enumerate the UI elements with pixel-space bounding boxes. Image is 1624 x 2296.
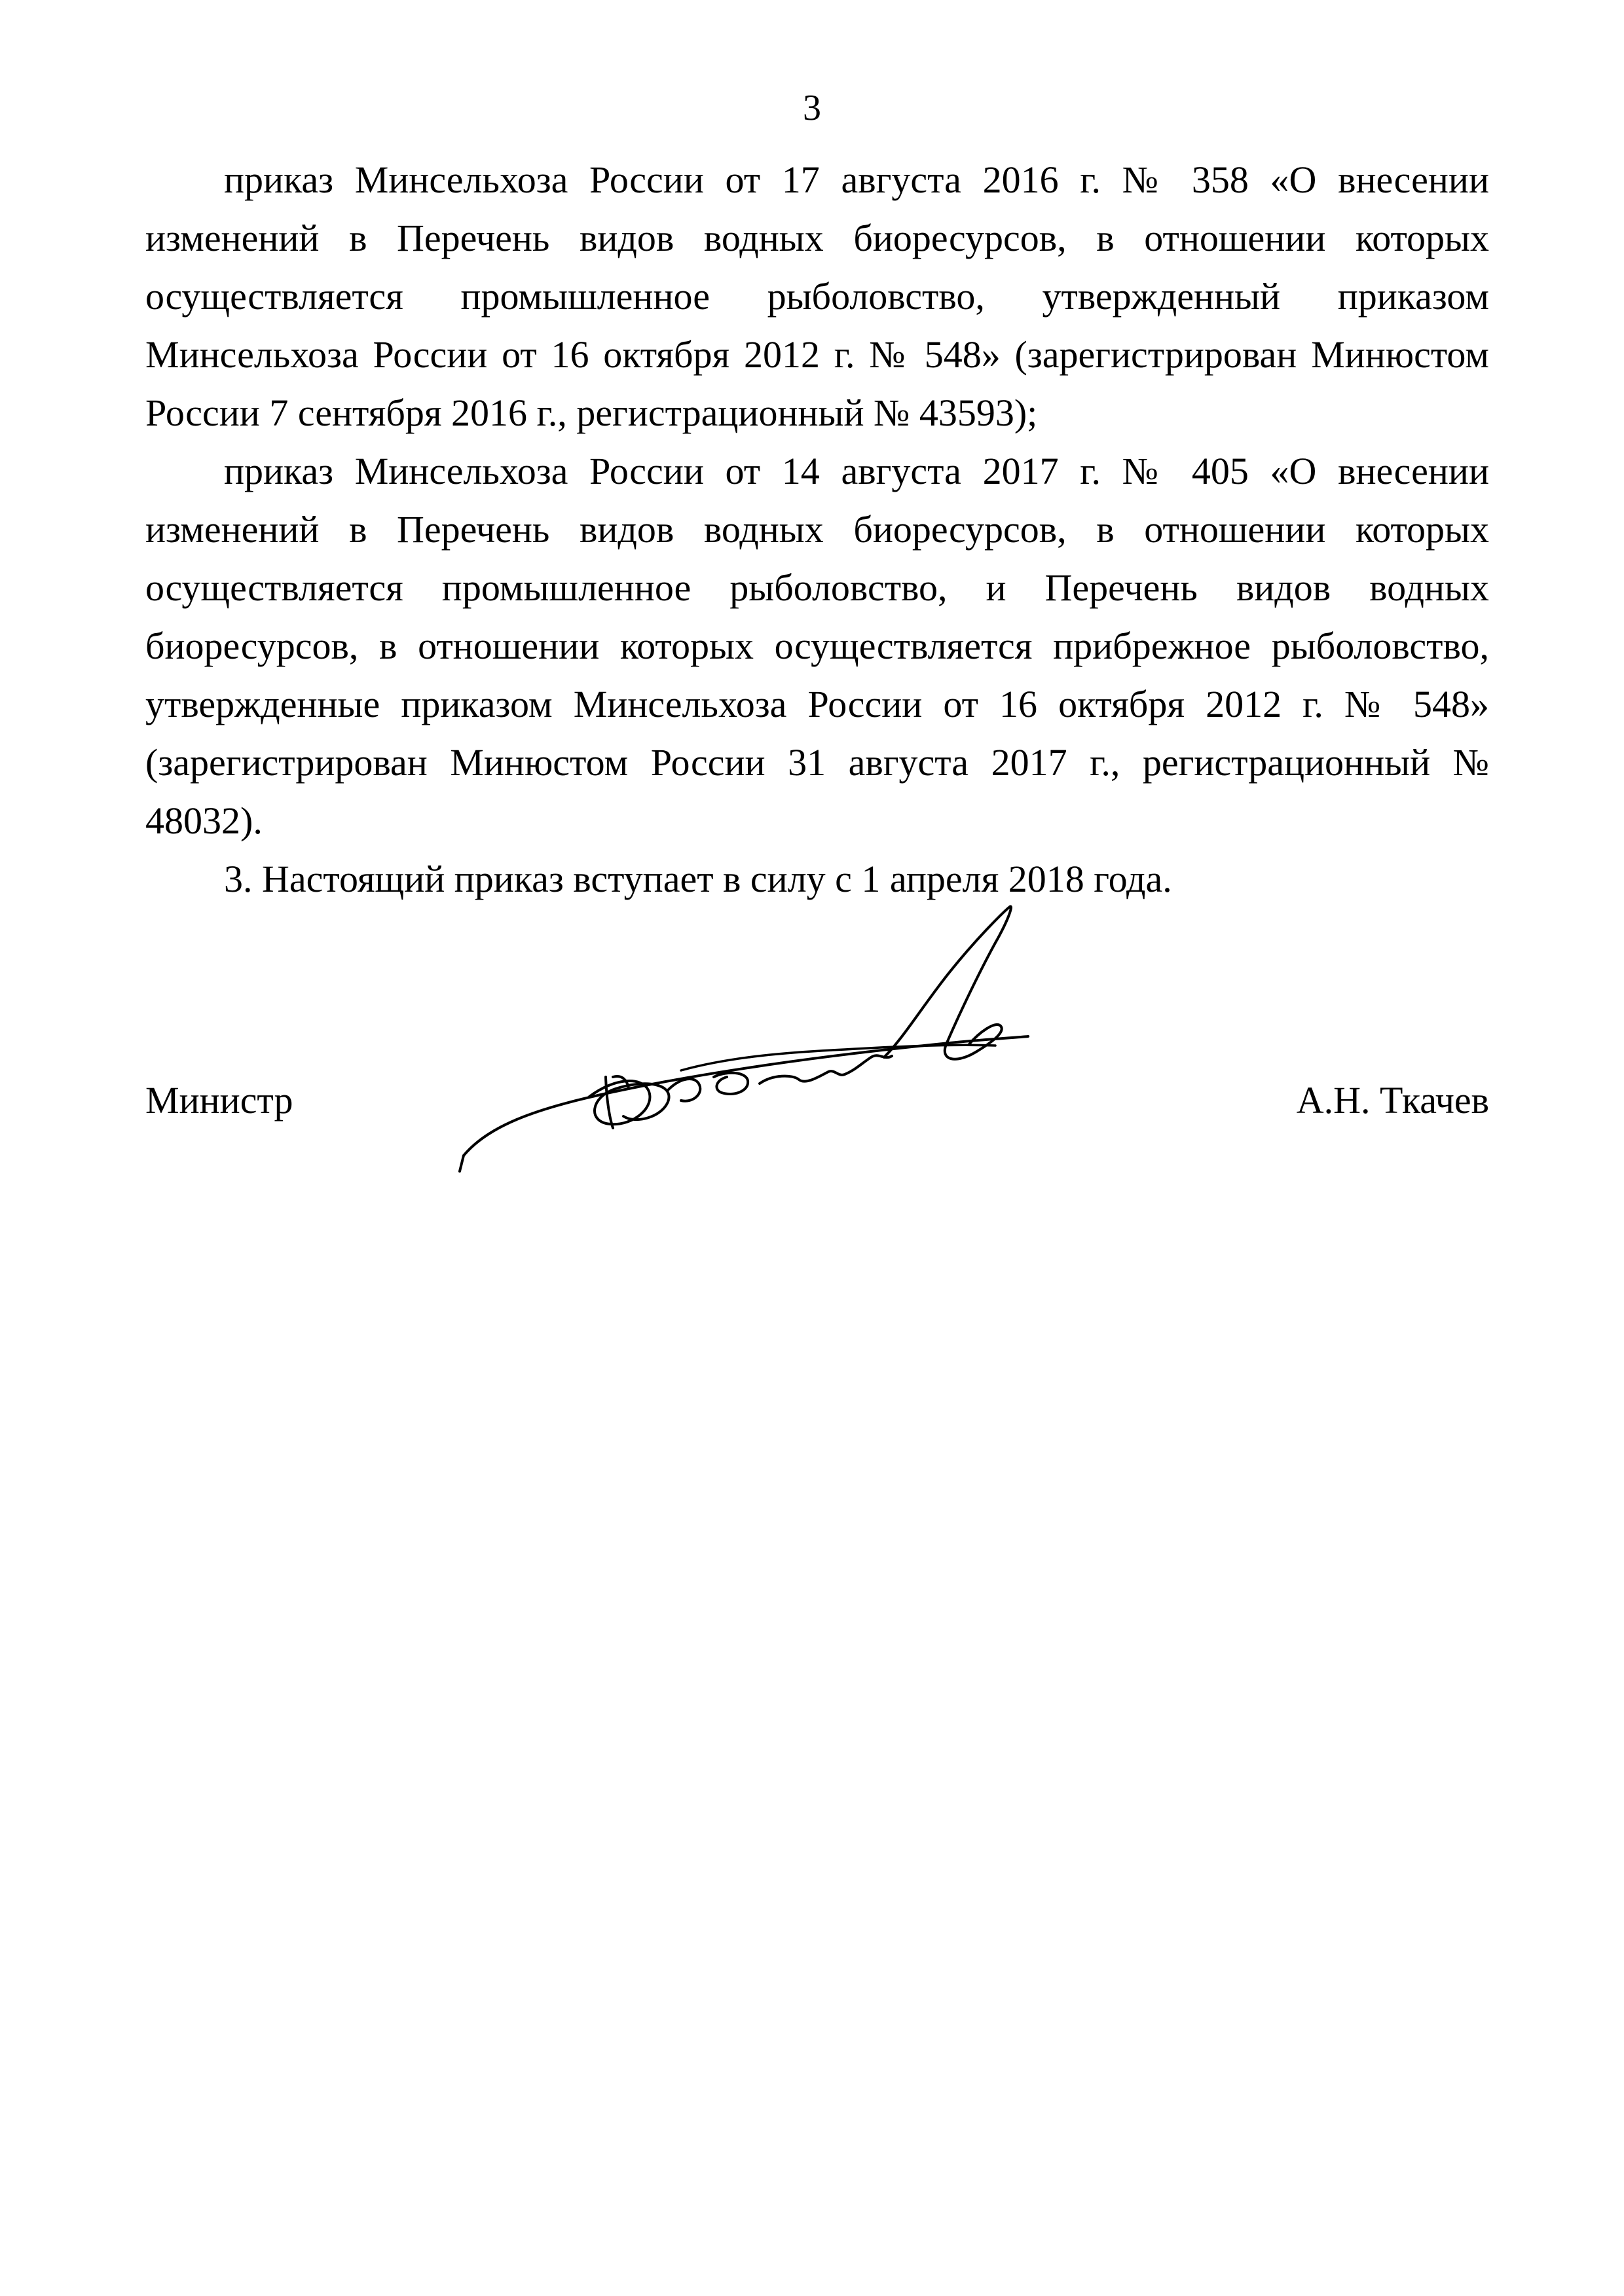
position-title: Министр: [145, 1079, 293, 1121]
paragraph-amendment-2016: приказ Минсельхоза России от 17 августа 2016 г. № 358 «О внесении изменений в Перечень видов водных биоресурсов, в отношении которых осуществляется промышленное рыболовство, утвержденный приказом Минсельхоза России от 16 октября 2012 г. № 548» (зарегистрирован Минюстом России 7 сентября 2016 г., регистрационный № 43593);: [145, 158, 1489, 434]
signatory-name: А.Н. Ткачев: [1296, 1079, 1489, 1121]
paragraph-amendment-2017: приказ Минсельхоза России от 14 августа 2017 г. № 405 «О внесении изменений в Перечень видов водных биоресурсов, в отношении которых осуществляется промышленное рыболовство, и Перечень видов водных биоресурсов, в отношении которых осуществляется прибрежное рыболовство, утвержденные приказом Минсельхоза России от 16 октября 2012 г. № 548» (зарегистрирован Минюстом России 31 августа 2017 г., регистрационный № 48032).: [145, 450, 1489, 842]
paragraph-effective-date: 3. Настоящий приказ вступает в силу с 1 апреля 2018 года.: [224, 858, 1172, 900]
signature-underline-stroke: [464, 1036, 1028, 1156]
document-body: [145, 151, 1489, 908]
signature-tail-stroke: [460, 1156, 464, 1171]
page-number: 3: [803, 88, 821, 128]
handwritten-signature: [452, 881, 1264, 1175]
signature-flourish-stroke: [884, 907, 1011, 1059]
